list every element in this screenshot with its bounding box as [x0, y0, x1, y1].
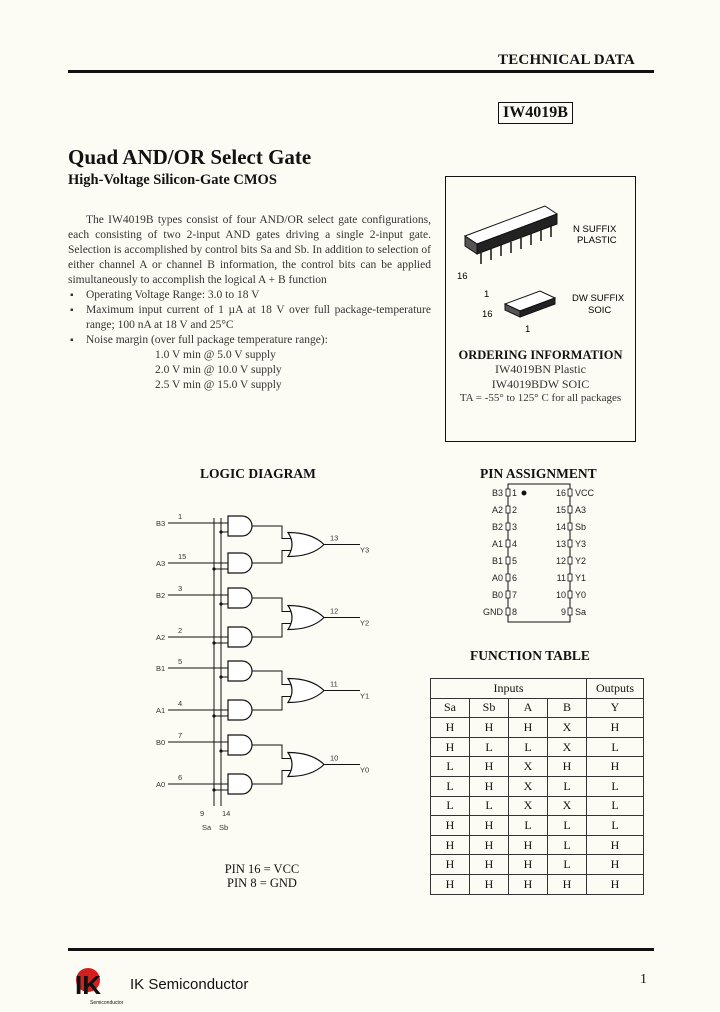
control-pin: 9 — [200, 809, 205, 818]
pin-stub — [568, 591, 572, 598]
pin-notes — [200, 862, 324, 890]
output-pin: 11 — [330, 679, 338, 689]
pin-right-name: VCC — [575, 488, 595, 498]
pin-note-gnd: PIN 8 = GND — [227, 876, 297, 890]
table-cell: H — [509, 718, 548, 738]
table-cell: L — [587, 737, 644, 757]
table-cell: H — [587, 874, 644, 894]
input-label: A0 — [156, 780, 166, 789]
dip-package-icon — [465, 206, 557, 264]
table-cell: L — [431, 757, 470, 777]
output-pin: 13 — [330, 533, 339, 543]
soic-pin1: 1 — [525, 324, 531, 335]
table-cell: H — [431, 816, 470, 836]
pin-left-name: GND — [483, 607, 503, 617]
dw-type: SOIC — [588, 305, 612, 316]
logic-diagram — [68, 488, 398, 838]
table-cell: H — [509, 874, 548, 894]
page-title: Quad AND/OR Select Gate — [68, 145, 312, 169]
feature-item: ▪ Noise margin (over full package temperature range): — [68, 333, 431, 348]
table-cell: L — [509, 737, 548, 757]
input-pin: 1 — [178, 512, 183, 521]
output-label: Y2 — [360, 618, 370, 628]
input-label: A3 — [156, 559, 166, 568]
ordering-line: IW4019BDW SOIC — [491, 377, 590, 391]
table-cell: L — [587, 776, 644, 796]
ordering-line: TA = -55° to 125° C for all packages — [459, 392, 622, 404]
table-row — [431, 718, 644, 738]
pin-left-number: 7 — [512, 590, 518, 600]
table-cell: L — [470, 737, 509, 757]
ik-logo — [72, 962, 130, 1006]
logo-sub: Semiconductor — [90, 1000, 124, 1006]
and-or-wire — [252, 598, 292, 612]
pin-right-name: Y0 — [575, 590, 587, 600]
column-header: Y — [587, 698, 644, 718]
pin-assignment-title: PIN ASSIGNMENT — [480, 466, 597, 481]
table-column-row — [431, 698, 644, 718]
and-gate — [228, 627, 252, 647]
inputs-header: Inputs — [431, 679, 587, 699]
table-row — [431, 737, 644, 757]
junction-dot — [212, 788, 215, 791]
input-pin: 6 — [178, 773, 183, 782]
table-cell: H — [509, 855, 548, 875]
noise-margin: 2.0 V min @ 10.0 V supply — [155, 364, 282, 376]
table-row — [431, 874, 644, 894]
pin-stub — [506, 608, 510, 615]
table-cell: X — [548, 718, 587, 738]
junction-dot — [219, 675, 222, 678]
pin-left-number: 8 — [512, 607, 518, 617]
table-cell: L — [587, 816, 644, 836]
logic-diagram-title: LOGIC DIAGRAM — [200, 466, 316, 481]
pin-right-number: 13 — [555, 539, 566, 549]
description: The IW4019B types consist of four AND/OR select gate configurations, each consisting of two 2-input AND gates driving a single 2-input gate. Selection is accomplished by control bits Sa and Sb. In addition to selection of either channel A or channel B information, the control bits can be applied simultaneously to accomplish the logical A + B function — [68, 214, 431, 286]
table-cell: X — [548, 737, 587, 757]
pin-stub — [506, 506, 510, 513]
logo-text: IK — [75, 970, 101, 1000]
table-cell: H — [587, 835, 644, 855]
pin-left-number: 2 — [512, 505, 518, 515]
or-gate — [288, 753, 324, 777]
and-or-wire — [252, 745, 292, 759]
pin-left-number: 1 — [512, 488, 518, 498]
input-label: B1 — [156, 664, 166, 673]
pin-right-name: Sa — [575, 607, 587, 617]
control-label: Sb — [219, 823, 229, 832]
pin-right-number: 12 — [555, 556, 566, 566]
pin-left-name: B0 — [491, 590, 503, 600]
output-label: Y1 — [360, 691, 370, 701]
table-cell: H — [470, 835, 509, 855]
pin-right-name: Y3 — [575, 539, 587, 549]
input-label: B3 — [156, 519, 166, 528]
table-cell: L — [548, 855, 587, 875]
output-pin: 10 — [330, 753, 339, 763]
table-cell: L — [548, 776, 587, 796]
input-label: A1 — [156, 706, 166, 715]
footer-rule — [68, 948, 654, 951]
pin-right-name: Sb — [575, 522, 587, 532]
table-row — [431, 757, 644, 777]
pin-assignment-diagram — [470, 480, 620, 625]
pin1-dot — [522, 491, 527, 496]
soic-package-icon — [505, 291, 555, 317]
column-header: Sb — [470, 698, 509, 718]
noise-margin: 2.5 V min @ 15.0 V supply — [155, 379, 282, 391]
input-pin: 7 — [178, 731, 183, 740]
dw-suffix: DW SUFFIX — [572, 293, 625, 304]
table-cell: H — [431, 737, 470, 757]
pin-right-number: 14 — [555, 522, 566, 532]
input-pin: 15 — [178, 552, 187, 561]
control-label: Sa — [202, 823, 212, 832]
junction-dot — [212, 714, 215, 717]
table-cell: H — [548, 874, 587, 894]
junction-dot — [212, 567, 215, 570]
table-cell: H — [431, 835, 470, 855]
pin-stub — [506, 540, 510, 547]
table-cell: H — [548, 757, 587, 777]
pin-right-name: Y2 — [575, 556, 587, 566]
pin-left-number: 3 — [512, 522, 518, 532]
junction-dot — [219, 749, 222, 752]
column-header: Sa — [431, 698, 470, 718]
pin-left-name: A1 — [491, 539, 503, 549]
and-gate — [228, 588, 252, 608]
pin-stub — [568, 557, 572, 564]
table-row — [431, 816, 644, 836]
table-cell: H — [470, 718, 509, 738]
input-pin: 3 — [178, 584, 183, 593]
table-cell: H — [587, 718, 644, 738]
column-header: B — [548, 698, 587, 718]
pin-left-name: B3 — [491, 488, 503, 498]
table-row — [431, 776, 644, 796]
page-number: 1 — [640, 972, 647, 987]
table-cell: X — [548, 796, 587, 816]
package-illustrations — [445, 176, 636, 346]
dip-pin1: 1 — [484, 289, 490, 300]
pin-left-name: A0 — [491, 573, 503, 583]
table-cell: H — [470, 855, 509, 875]
and-gate — [228, 700, 252, 720]
pin-stub — [568, 523, 572, 530]
table-cell: H — [587, 855, 644, 875]
feature-item: ▪ Maximum input current of 1 µA at 18 V over full package-temperature range; 100 nA at 18 V and 25°C — [68, 303, 431, 333]
ordering-line: IW4019BN Plastic — [495, 362, 586, 376]
input-label: A2 — [156, 633, 166, 642]
and-or-wire — [252, 671, 292, 685]
table-row — [431, 835, 644, 855]
pin-stub — [568, 574, 572, 581]
part-number: IW4019B — [498, 102, 573, 124]
soic-pin16: 16 — [482, 309, 493, 320]
table-cell: H — [470, 776, 509, 796]
pin-stub — [506, 523, 510, 530]
table-cell: H — [431, 855, 470, 875]
or-gate — [288, 606, 324, 630]
junction-dot — [219, 530, 222, 533]
pin-left-number: 5 — [512, 556, 518, 566]
column-header: A — [509, 698, 548, 718]
outputs-header: Outputs — [587, 679, 644, 699]
noise-margin: 1.0 V min @ 5.0 V supply — [155, 349, 276, 361]
dip-pin16: 16 — [457, 271, 468, 282]
pin-right-number: 11 — [556, 573, 566, 583]
pin-stub — [568, 540, 572, 547]
table-cell: L — [509, 816, 548, 836]
and-gate — [228, 553, 252, 573]
pin-stub — [568, 506, 572, 513]
or-gate — [288, 679, 324, 703]
description-block — [68, 213, 431, 393]
pin-note-vcc: PIN 16 = VCC — [224, 862, 300, 876]
table-cell: X — [509, 757, 548, 777]
page-subtitle: High-Voltage Silicon-Gate CMOS — [68, 172, 277, 188]
table-cell: L — [431, 796, 470, 816]
pin-right-number: 16 — [555, 488, 566, 498]
table-cell: X — [509, 776, 548, 796]
pin-stub — [506, 489, 510, 496]
table-cell: L — [470, 796, 509, 816]
function-table-title: FUNCTION TABLE — [470, 648, 590, 663]
feature-item: ▪ Operating Voltage Range: 3.0 to 18 V — [68, 288, 431, 303]
table-cell: H — [470, 874, 509, 894]
control-pin: 14 — [222, 809, 231, 818]
junction-dot — [219, 602, 222, 605]
table-cell: H — [470, 757, 509, 777]
junction-dot — [212, 641, 215, 644]
table-cell: X — [509, 796, 548, 816]
input-label: B2 — [156, 591, 166, 600]
and-or-wire — [252, 771, 292, 785]
pin-right-name: Y1 — [575, 573, 587, 583]
table-cell: H — [587, 757, 644, 777]
function-table — [430, 678, 644, 895]
pin-right-number: 9 — [560, 607, 566, 617]
table-cell: L — [431, 776, 470, 796]
pin-right-number: 15 — [555, 505, 566, 515]
pin-stub — [568, 489, 572, 496]
table-cell: H — [470, 816, 509, 836]
input-label: B0 — [156, 738, 166, 747]
header-label: TECHNICAL DATA — [498, 52, 635, 68]
header-rule — [68, 70, 654, 73]
table-row — [431, 796, 644, 816]
and-or-wire — [252, 624, 292, 638]
table-cell: L — [587, 796, 644, 816]
output-pin: 12 — [330, 606, 339, 616]
pin-right-number: 10 — [555, 590, 566, 600]
table-cell: L — [548, 816, 587, 836]
and-or-wire — [252, 697, 292, 711]
table-row — [431, 855, 644, 875]
pin-stub — [506, 591, 510, 598]
table-cell: H — [509, 835, 548, 855]
n-suffix: N SUFFIX — [573, 224, 617, 235]
and-gate — [228, 735, 252, 755]
pin-stub — [506, 557, 510, 564]
table-cell: H — [431, 874, 470, 894]
pin-right-name: A3 — [575, 505, 587, 515]
footer-company: IK Semiconductor — [130, 976, 249, 993]
and-gate — [228, 516, 252, 536]
pin-stub — [568, 608, 572, 615]
and-or-wire — [252, 526, 292, 539]
table-cell: L — [548, 835, 587, 855]
feature-list — [68, 288, 431, 348]
pin-left-number: 6 — [512, 573, 518, 583]
and-gate — [228, 774, 252, 794]
pin-left-name: B2 — [491, 522, 503, 532]
table-header-row — [431, 679, 644, 699]
pin-left-name: A2 — [491, 505, 503, 515]
n-type: PLASTIC — [577, 235, 617, 246]
output-label: Y0 — [360, 765, 370, 775]
output-label: Y3 — [360, 545, 370, 555]
pin-left-number: 4 — [512, 539, 518, 549]
pin-left-name: B1 — [491, 556, 503, 566]
input-pin: 5 — [178, 657, 183, 666]
input-pin: 4 — [178, 699, 183, 708]
and-or-wire — [252, 551, 292, 564]
and-gate — [228, 661, 252, 681]
or-gate — [288, 533, 324, 557]
pin-stub — [506, 574, 510, 581]
ordering-title: ORDERING INFORMATION — [458, 348, 623, 362]
table-cell: H — [431, 718, 470, 738]
input-pin: 2 — [178, 626, 183, 635]
